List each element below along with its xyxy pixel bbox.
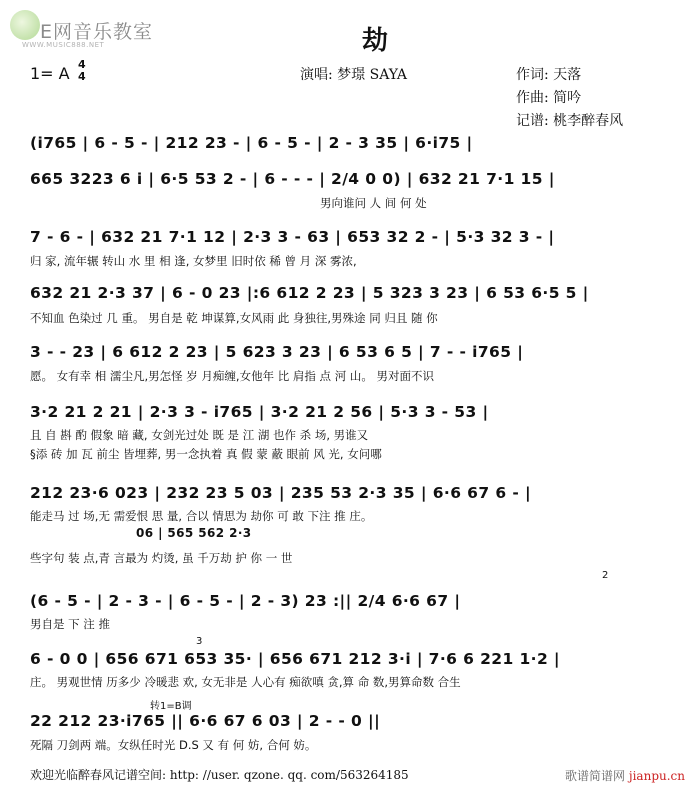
bracket-annotation: 2 [602,570,609,581]
score-line-4-lyrics: 不知血 色染过 几 重。 男自是 乾 坤谋算,女风雨 此 身独往,男殊途 同 归且 随 你 [30,311,438,325]
score-line-2-lyrics: 男向谁问 人 间 何 处 [320,196,427,210]
transcriber: 记谱: 桃李醉春风 [516,113,624,129]
time-sig-bottom: 4 [78,70,86,83]
score-line-5-lyrics: 愿。 女有幸 相 濡尘凡,男怎怪 岁 月痴缠,女他年 比 肩指 点 河 山。 男对面不识 [30,369,435,383]
score-line-3-lyrics: 归 家, 流年辗 转山 水 里 相 逢, 女梦里 旧时依 稀 曾 月 深 雾浓, [30,254,357,268]
score-line-9-notes: 06 | 565 562 2·3 [136,526,252,540]
score-line-11-lyrics: 庄。 男观世情 历多少 冷暖悲 欢, 女无非是 人心有 痴欲嗔 贪,算 命 数,男算命数 合生 [30,675,461,689]
logo-name: E网音乐教室 [40,21,154,43]
watermark-site: 歌谱简谱网 [565,769,626,783]
watermark [565,767,685,784]
score-line-8-lyrics: 能走马 过 场,无 需爱恨 思 量, 合以 情思为 劫你 可 敢 下注 推 庄。 [30,509,373,523]
score-line-10-notes: (6 - 5 - | 2 - 3 - | 6 - 5 - | 2 - 3) 23 :|| 2/4 6·6 67 | [30,592,461,610]
score-line-2-notes: 665 3223 6 i | 6·5 53 2 - | 6 - - - | 2/4 0 0) | 632 21 7·1 15 | [30,170,555,188]
score-line-9-lyrics: 些字句 装 点,青 言最为 灼烫, 虽 千万劫 护 你 一 世 [30,551,293,565]
key-signature: 1= A [30,64,70,83]
score-line-3-notes: 7 - 6 - | 632 21 7·1 12 | 2·3 3 - 63 | 653 32 2 - | 5·3 32 3 - | [30,228,555,246]
composer: 作曲: 简吟 [516,90,582,106]
site-logo [8,8,178,50]
singer: 演唱: 梦璟 SAYA [300,67,408,83]
key-change-annotation: 转1=B调 [150,701,192,712]
score-line-12-lyrics: 死隔 刀剑两 端。女纵任时光 D.S 又 有 何 妨, 合何 妨。 [30,738,317,752]
watermark-url: jianpu.cn [628,769,685,783]
score-line-11-notes: 6 - 0 0 | 656 671 653 35· | 656 671 212 3·i | 7·6 6 221 1·2 | [30,650,560,668]
score-line-6-lyrics: 且 自 斟 酌 假象 暗 藏, 女剑光过处 既 是 江 湖 也作 杀 场, 男谁又 [30,428,369,442]
score-line-1-notes: (i765 | 6 - 5 - | 212 23 - | 6 - 5 - | 2 - 3 35 | 6·i75 | [30,134,473,152]
score-line-5-notes: 3 - - 23 | 6 612 2 23 | 5 623 3 23 | 6 53 6 5 | 7 - - i765 | [30,343,524,361]
score-line-7-lyrics: §添 砖 加 瓦 前尘 皆埋葬, 男一念执着 真 假 蒙 蔽 眼前 风 光, 女问哪 [30,447,382,461]
logo-flower-icon [10,10,40,40]
score-line-10-lyrics: 男自是 下 注 推 [30,617,110,631]
score-line-8-notes: 212 23·6 023 | 232 23 5 03 | 235 53 2·3 35 | 6·6 67 6 - | [30,484,532,502]
score-line-4-notes: 632 21 2·3 37 | 6 - 0 23 |:6 612 2 23 | 5 323 3 23 | 6 53 6·5 5 | [30,284,589,302]
time-sig-top: 4 [78,58,86,71]
triplet-annotation: 3 [196,636,203,647]
footer-text: 欢迎光临醉春风记谱空间: http: //user. qzone. qq. com/563264185 [30,768,409,782]
logo-sub: WWW.MUSIC888.NET [22,41,105,49]
score-line-12-notes: 22 212 23·i765 || 6·6 67 6 03 | 2 - - 0 || [30,712,381,730]
song-title: 劫 [362,26,389,56]
lyricist: 作词: 天落 [516,67,582,83]
score-line-6-notes: 3·2 21 2 21 | 2·3 3 - i765 | 3·2 21 2 56 | 5·3 3 - 53 | [30,403,489,421]
